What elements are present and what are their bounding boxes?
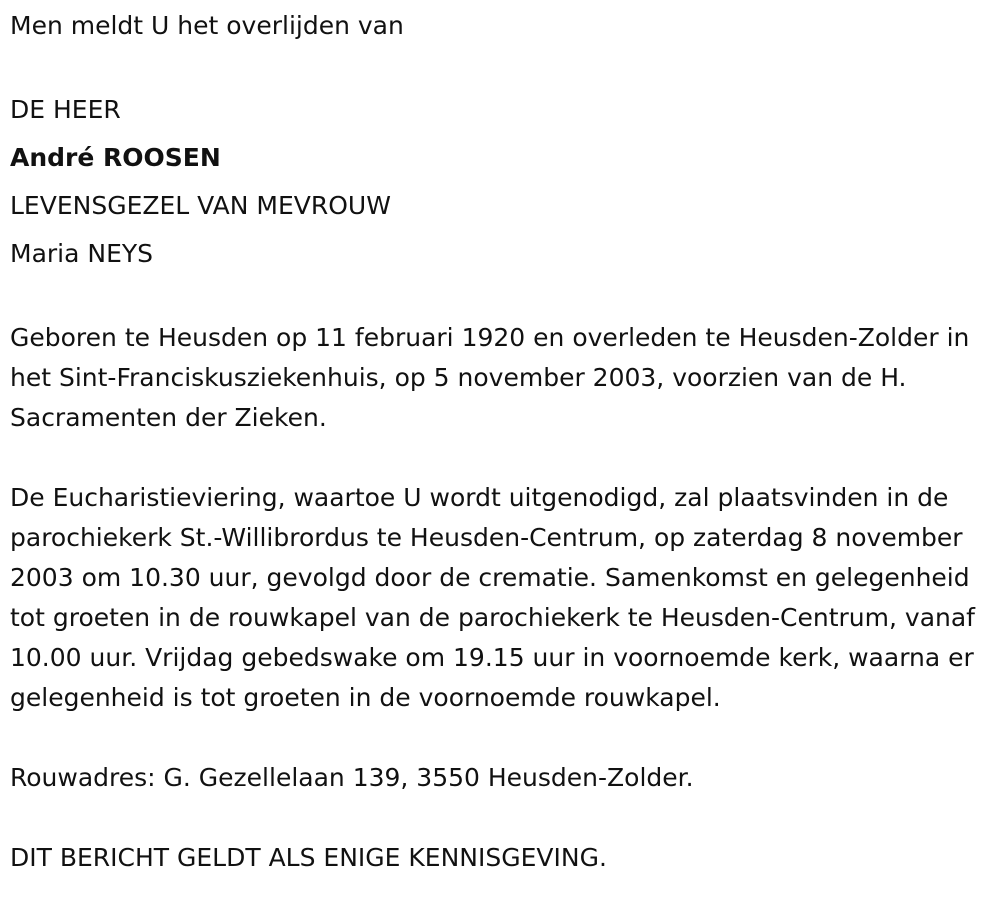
deceased-name: André ROOSEN [10,143,221,172]
honorific-title: DE HEER [10,95,121,124]
death-announcement [10,6,995,878]
deceased-block [10,86,995,278]
relation-text: LEVENSGEZEL VAN MEVROUW [10,191,391,220]
mourning-address: Rouwadres: G. Gezellelaan 139, 3550 Heusden-Zolder. [10,763,694,792]
intro-text: Men meldt U het overlijden van [10,11,404,40]
sole-notice: DIT BERICHT GELDT ALS ENIGE KENNISGEVING. [10,843,607,872]
birth-death-paragraph: Geboren te Heusden op 11 februari 1920 en overleden te Heusden-Zolder in het Sint-Franciskusziekenhuis, op 5 november 2003, voorzien van de H. Sacramenten der Zieken. [10,323,970,432]
partner-name: Maria NEYS [10,239,154,268]
ceremony-paragraph: De Eucharistieviering, waartoe U wordt uitgenodigd, zal plaatsvinden in de parochiekerk St.-Willibrordus te Heusden-Centrum, op zaterdag 8 november 2003 om 10.30 uur, gevolgd door de crematie. Samenkomst en gelegenheid tot groeten in de rouwkapel van de parochiekerk te Heusden-Centrum, vanaf 10.00 uur. Vrijdag gebedswake om 19.15 uur in voornoemde kerk, waarna er gelegenheid is tot groeten in de voornoemde rouwkapel. [10,483,975,712]
